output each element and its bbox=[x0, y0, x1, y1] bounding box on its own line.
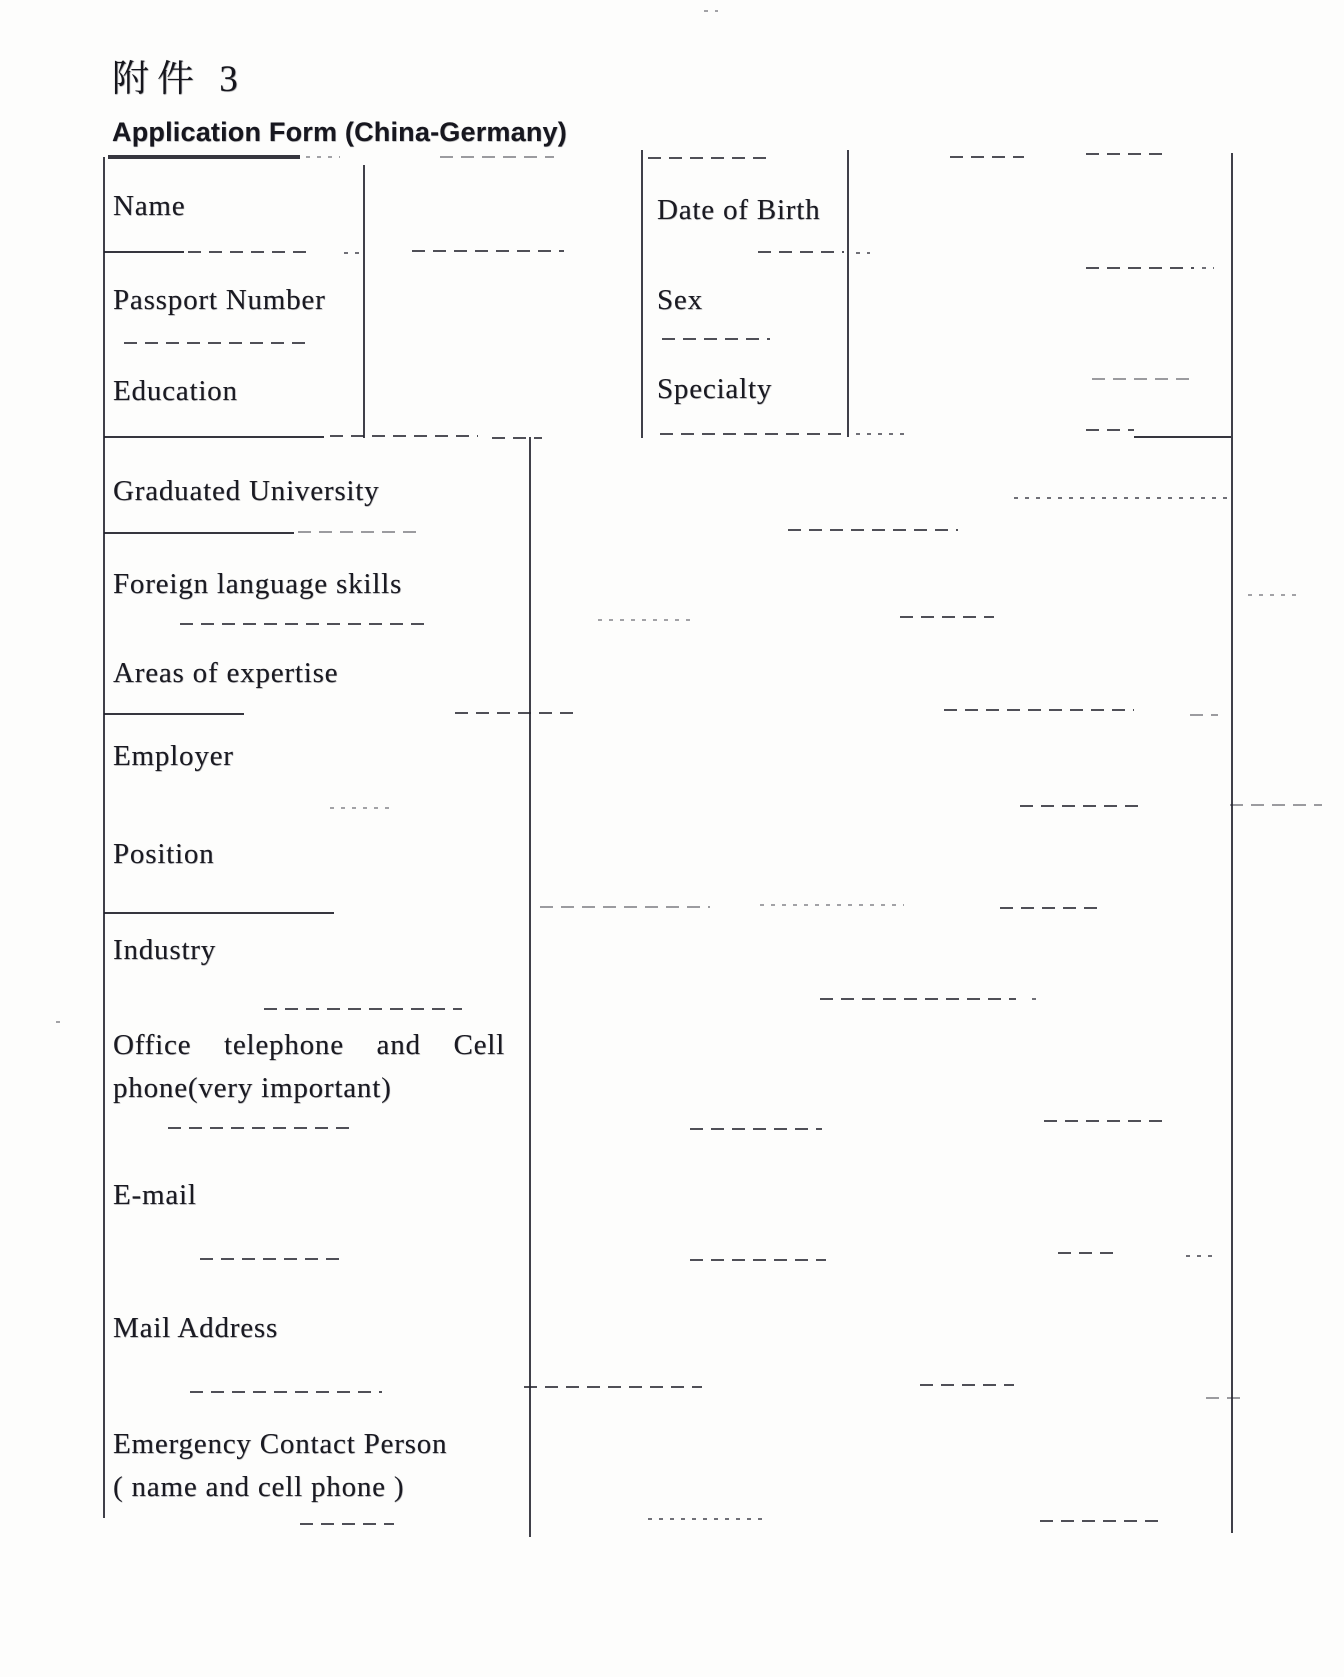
label-education: Education bbox=[113, 375, 238, 407]
grid-line-v-left-border bbox=[103, 157, 105, 1518]
label-date-of-birth: Date of Birth bbox=[657, 194, 821, 226]
label-emergency-contact-line2: ( name and cell phone ) bbox=[113, 1471, 405, 1503]
grid-line-h bbox=[180, 623, 426, 625]
label-emergency-contact-line1: Emergency Contact Person bbox=[113, 1428, 448, 1460]
grid-line-v-right-border bbox=[1231, 153, 1233, 1533]
label-foreign-language-skills: Foreign language skills bbox=[113, 568, 403, 600]
grid-line-h bbox=[104, 532, 294, 534]
grid-line-h bbox=[104, 912, 334, 914]
label-office-telephone-line2: phone(very important) bbox=[113, 1072, 392, 1104]
areas-of-expertise-value-cell bbox=[531, 624, 1231, 712]
form-title: Application Form (China-Germany) bbox=[112, 117, 567, 147]
date-of-birth-value-cell bbox=[849, 160, 1231, 251]
label-position: Position bbox=[113, 838, 215, 870]
grid-line-h bbox=[1086, 153, 1164, 155]
scan-noise bbox=[1248, 594, 1300, 596]
label-email: E-mail bbox=[113, 1179, 197, 1211]
label-office-telephone bbox=[113, 1024, 505, 1110]
grid-line-h bbox=[124, 342, 312, 344]
name-value-cell bbox=[365, 160, 641, 251]
label-specialty: Specialty bbox=[657, 373, 773, 405]
label-passport-number: Passport Number bbox=[113, 284, 326, 316]
label-mail-address: Mail Address bbox=[113, 1312, 279, 1344]
sex-value-cell bbox=[849, 253, 1231, 342]
grid-line-h bbox=[104, 436, 324, 438]
grid-line-h bbox=[660, 433, 846, 435]
grid-line-h bbox=[440, 156, 554, 158]
emergency-contact-value-cell bbox=[531, 1392, 1231, 1522]
label-industry: Industry bbox=[113, 934, 217, 966]
grid-line-h bbox=[344, 252, 364, 254]
label-employer: Employer bbox=[113, 740, 234, 772]
grid-line-h bbox=[168, 1127, 354, 1129]
grid-line-h bbox=[306, 156, 340, 158]
position-value-cell bbox=[531, 808, 1231, 911]
scan-noise bbox=[704, 10, 718, 12]
grid-line-h bbox=[330, 807, 390, 809]
email-value-cell bbox=[531, 1129, 1231, 1257]
label-areas-of-expertise: Areas of expertise bbox=[113, 657, 339, 689]
grid-line-v-upper-divider-2 bbox=[641, 150, 643, 438]
scan-noise bbox=[56, 1021, 66, 1023]
specialty-value-cell bbox=[849, 344, 1231, 436]
grid-line-h bbox=[950, 156, 1024, 158]
grid-line-h bbox=[190, 1391, 382, 1393]
graduated-university-value-cell bbox=[531, 438, 1231, 531]
grid-line-h bbox=[1230, 804, 1322, 806]
grid-line-h bbox=[300, 1523, 394, 1525]
employer-value-cell bbox=[531, 714, 1231, 806]
grid-line-h bbox=[298, 531, 420, 533]
label-office-telephone-line1: Office telephone and Cell bbox=[113, 1029, 505, 1061]
education-value-cell bbox=[365, 344, 641, 436]
grid-line-h bbox=[200, 1258, 340, 1260]
title-underline bbox=[108, 155, 300, 159]
label-emergency-contact bbox=[113, 1423, 505, 1509]
label-graduated-university: Graduated University bbox=[113, 475, 380, 507]
grid-line-h bbox=[648, 157, 772, 159]
mail-address-value-cell bbox=[531, 1260, 1231, 1390]
industry-value-cell bbox=[531, 913, 1231, 1007]
grid-line-h bbox=[264, 1008, 462, 1010]
grid-line-h bbox=[104, 713, 244, 715]
office-telephone-value-cell bbox=[531, 1009, 1231, 1126]
grid-line-h bbox=[758, 251, 844, 253]
foreign-language-skills-value-cell bbox=[531, 533, 1231, 622]
label-name: Name bbox=[113, 190, 186, 222]
grid-line-h bbox=[188, 251, 310, 253]
label-sex: Sex bbox=[657, 284, 703, 316]
grid-line-h bbox=[104, 251, 184, 253]
grid-line-h bbox=[662, 338, 770, 340]
passport-number-value-cell bbox=[365, 253, 641, 342]
attachment-label: 附件 3 bbox=[112, 59, 246, 100]
